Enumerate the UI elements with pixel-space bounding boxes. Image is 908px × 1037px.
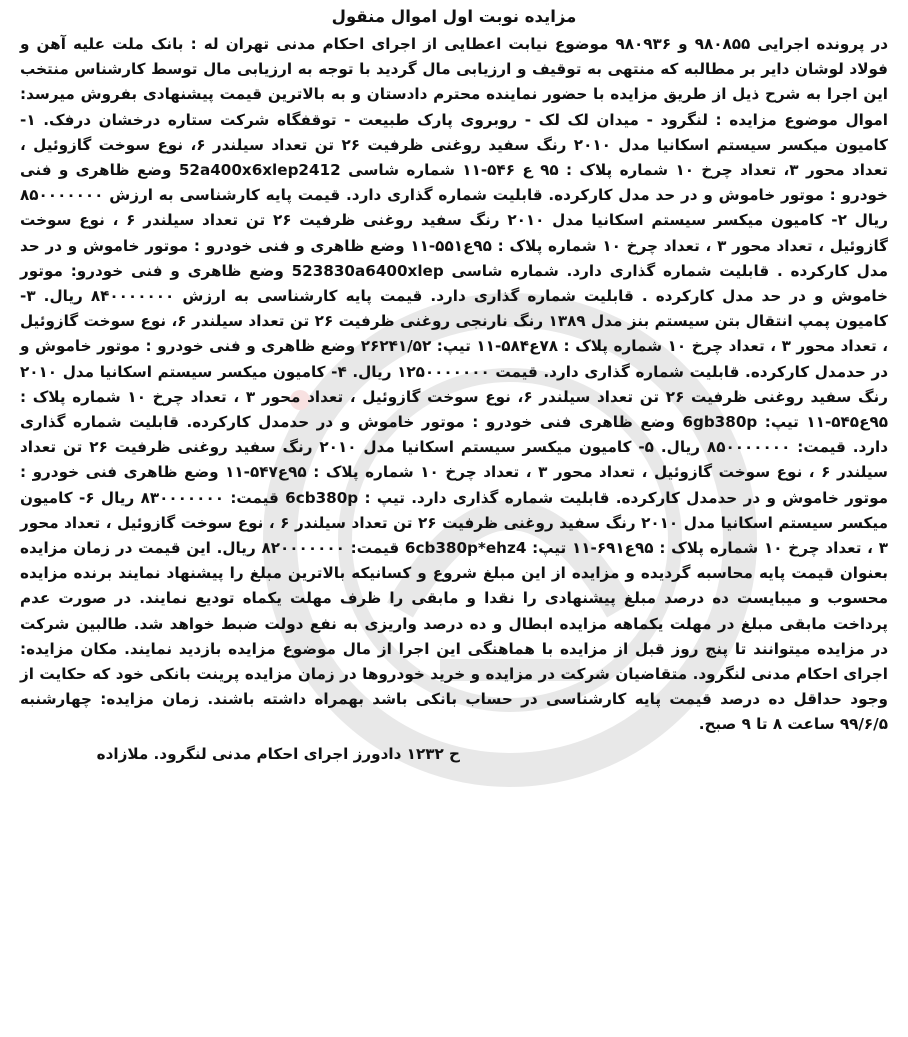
notice-title: مزایده نوبت اول اموال منقول bbox=[331, 7, 577, 26]
notice-body: در پرونده اجرایی ۹۸۰۸۵۵ و ۹۸۰۹۳۶ موضوع نیابت اعطایی از اجرای احکام مدنی تهران له : بانک ملت علیه آهن و فولاد لوشان دایر بر مطالبه که منتهی به توقیف و ارزیابی مال گردید با توجه به ارزیابی مال توسط کارشناس منتخب این اجرا به شرح ذیل از طریق مزایده با حضور نماینده محترم دادستان و به بالاترین قیمت پیشنهادی بفروش میرسد: اموال موضوع مزایده : لنگرود - میدان لک لک - روبروی پارک طبیعت - توقفگاه شرکت ستاره درخشان درفک. ۱- کامیون میکسر سیستم اسکانیا مدل ۲۰۱۰ رنگ سفید روغنی ظرفیت ۲۶ تن تعداد سیلندر ۶، نوع سوخت گازوئیل ، تعداد محور ۳، تعداد چرخ ۱۰ شماره پلاک : ۹۵ ع ۵۴۶-۱۱ شماره شاسی 52a400x6xlep2412 وضع ظاهری و فنی خودرو : موتور خاموش و در حد مدل کارکرده. قابلیت شماره گذاری دارد. قیمت پایه کارشناسی به ارزش ۸۵۰۰۰۰۰۰۰ ریال ۲- کامیون میکسر سیستم اسکانیا مدل ۲۰۱۰ رنگ سفید روغنی ظرفیت ۲۶ تن تعداد سیلندر ۶ ، نوع سوخت گازوئیل ، تعداد محور ۳ ، تعداد چرخ ۱۰ شماره پلاک : ۹۵ع۵۵۱-۱۱ وضع ظاهری و فنی خودرو : موتور خاموش و در حد مدل کارکرده . قابلیت شماره گذاری دارد. شماره شاسی 523830a6400xlep وضع ظاهری و فنی خودرو: موتور خاموش و در حد مدل کارکرده . قابلیت شماره گذاری دارد. قیمت پایه کارشناسی به ارزش ۸۴۰۰۰۰۰۰۰ ریال. ۳- کامیون پمپ انتقال بتن سیستم بنز مدل ۱۳۸۹ رنگ نارنجی روغنی ظرفیت ۲۶ تن تعداد سیلندر ۶، نوع سوخت گازوئیل ، تعداد محور ۳ ، تعداد چرخ ۱۰ شماره پلاک : ۷۸ع۵۸۴-۱۱ تیپ: ۲۶۲۴۱/۵۲ وضع ظاهری و فنی خودرو : موتور خاموش و در حدمدل کارکرده. قابلیت شماره گذاری دارد. قیمت ۱۲۵۰۰۰۰۰۰۰ ریال. ۴- کامیون میکسر سیستم اسکانیا مدل ۲۰۱۰ رنگ سفید روغنی ظرفیت ۲۶ تن تعداد سیلندر ۶، نوع سوخت گازوئیل ، تعداد محور ۳ ، تعداد چرخ ۱۰ شماره پلاک : ۹۵ع۵۴۵-۱۱ تیپ: 6gb380p وضع ظاهری فنی خودرو : موتور خاموش و در حدمدل کارکرده. قابلیت شماره گذاری دارد. قیمت: ۸۵۰۰۰۰۰۰۰ ریال. ۵- کامیون میکسر سیستم اسکانیا مدل ۲۰۱۰ رنگ سفید روغنی ظرفیت ۲۶ تن تعداد سیلندر ۶ ، نوع سوخت گازوئیل ، تعداد محور ۳ ، تعداد چرخ ۱۰ شماره پلاک : ۹۵ع۵۴۷-۱۱ وضع ظاهری فنی خودرو : موتور خاموش و در حدمدل کارکرده. قابلیت شماره گذاری دارد. تیپ : 6cb380p قیمت: ۸۳۰۰۰۰۰۰۰ ریال ۶- کامیون میکسر سیستم اسکانیا مدل ۲۰۱۰ رنگ سفید روغنی ظرفیت ۲۶ تن تعداد سیلندر ۶ ، نوع سوخت گازوئیل ، تعداد محور ۳ ، تعداد چرخ ۱۰ شماره پلاک : ۹۵ع۶۹۱-۱۱ تیپ: 6cb380p*ehz4 قیمت: ۸۲۰۰۰۰۰۰۰ ریال. این قیمت در زمان مزایده بعنوان قیمت پایه محاسبه گردیده و مزایده از این مبلغ شروع و کسانیکه بالاترین مبلغ را پیشنهاد نمایند برنده مزایده محسوب و میبایست ده درصد مبلغ پیشنهادی را نقدا و مابقی را ظرف مهلت یکماه تودیع نمایند. در صورت عدم پرداخت مابقی مبلغ در مهلت یکماهه مزایده ابطال و ده درصد واریزی به نفع دولت ضبط خواهد شد. طالبین شرکت در مزایده میتوانند تا پنج روز قبل از مزایده با هماهنگی این اجرا از مال موضوع مزایده بازدید نمایند. مکان مزایده: اجرای احکام مدنی لنگرود. متقاضیان شرکت در مزایده و خرید خودروها در زمان مزایده پرینت بانکی خود که حکایت از وجود حداقل ده درصد قیمت پایه کارشناسی در حساب بانکی باشد بهمراه داشته باشند. زمان مزایده: چهارشنبه ۹۹/۶/۵ ساعت ۸ تا ۹ صبح. bbox=[20, 35, 889, 734]
notice-signature: ح ۱۲۳۲ دادورز اجرای احکام مدنی لنگرود. ملازاده bbox=[96, 744, 460, 763]
